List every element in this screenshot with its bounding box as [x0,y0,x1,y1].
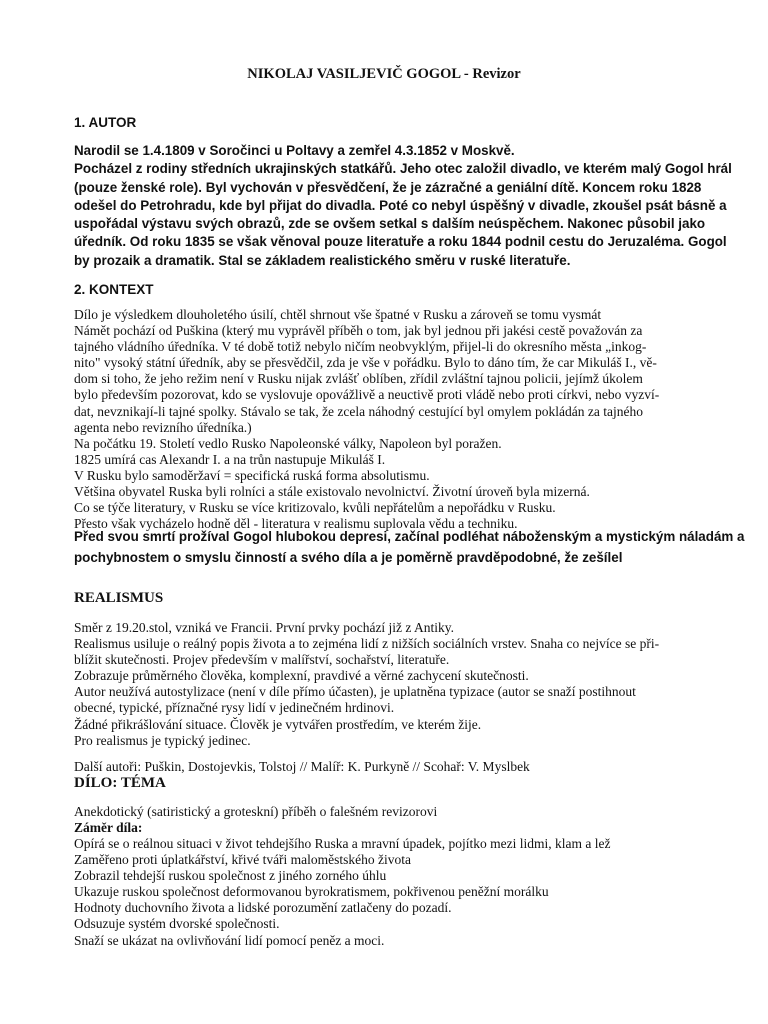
kontext-line: Co se týče literatury, v Rusku se více kritizovalo, kvůli nepřátelům a nepořádku v Rusku. [74,500,556,516]
autor-line: úředník. Od roku 1835 se však věnoval pouze literatuře a roku 1844 podnil cestu do Jeruzaléma. Gogol [74,234,727,250]
dilo-line: Opírá se o reálnou situaci v život tehdejšího Ruska a mravní úpadek, pojítko mezi lidmi, klam a lež [74,836,611,851]
kontext-line: agenta nebo revizního úředníka.) [74,419,252,435]
realismus-line: obecné, typické, příznačné rysy lidí v jedinečném hrdinovi. [74,700,395,716]
dilo-line: Zaměřeno proti úplatkářství, křivé tváři maloměstského života [74,852,412,868]
autor-line: (pouze ženské role). Byl vychován v přesvědčení, že je zázračné a geniální dítě. Koncem roku 1828 [74,179,702,195]
kontext-line: tajného vládního úředníka. V té době totiž nebylo ničím neobvyklým, přijel-li do okresního města „inkog- [74,339,647,355]
autor-paragraph [74,142,732,270]
realismus-line: Směr z 19.20.stol, vzniká ve Francii. První prvky pochází již z Antiky. [74,620,455,635]
kontext-line: Námět pochází od Puškina (který mu vyprávěl příběh o tom, jak byl jednou při jakési cestě považován za [74,323,643,339]
kontext-line: bylo především pozorovat, kdo se vyslovuje opovážlivě a neuctivě proti vládě nebo proti církvi, nebo vyzví- [74,387,660,403]
kontext-paragraph [74,307,724,532]
dilo-line: Odsuzuje systém dvorské společnosti. [74,916,280,932]
realismus-line: Realismus usiluje o reálný popis života a to zejména lidí z nižších sociálních vrstev. Snaha co nejvíce se při- [74,636,660,652]
heading-dilo-tema: DÍLO: TÉMA [74,775,166,791]
kontext-line: Přesto však vycházelo hodně děl - literatura v realismu suplovala vědu a techniku. [74,516,518,532]
kontext-bold-line: pochybnostem o smyslu činností a svého díla a je poměrně pravděpodobné, že zešílel [74,550,623,565]
kontext-line: Na počátku 19. Století vedlo Rusko Napoleonské války, Napoleon byl poražen. [74,435,502,451]
dilo-line: Hodnoty duchovního života a lidské porozumění zatlačeny do pozadí. [74,900,452,916]
zamer-heading: Záměr díla: [74,820,143,835]
heading-kontext: 2. KONTEXT [74,282,154,297]
kontext-line: Dílo je výsledkem dlouholetého úsilí, chtěl shrnout vše špatné v Rusku a zároveň se tomu vysmát [74,307,602,322]
dilo-line: Ukazuje ruskou společnost deformovanou byrokratismem, pokřivenou peněžní morálku [74,884,549,900]
autor-line: Narodil se 1.4.1809 v Soročinci u Poltavy a zemřel 4.3.1852 v Moskvě. [74,143,515,158]
realismus-paragraph [74,620,724,749]
kontext-line: 1825 umírá cas Alexandr I. a na trůn nastupuje Mikuláš I. [74,451,386,467]
realismus-line: Autor neužívá autostylizace (není v díle přímo účasten), je uplatněna typizace (autor se snaží postihnout [74,684,636,700]
dilo-line: Zobrazil tehdejší ruskou společnost z jiného zorného úhlu [74,868,387,884]
kontext-line: dom si toho, že jeho režim není v Rusku nijak zvlášť oblíben, zřídil zvláštní tajnou policii, jejímž úkolem [74,371,643,387]
kontext-line: V Rusku bylo samoděržaví = specifická ruská forma absolutismu. [74,467,430,483]
dilo-intro: Anekdotický (satiristický a groteskní) příběh o falešném revizorovi [74,804,438,819]
autor-line: uspořádal výstavu svých obrazů, zde se ovšem setkal s dalším neúspěchem. Nakonec působil jako [74,216,706,232]
realismus-line: Pro realismus je typický jedinec. [74,732,251,748]
autor-line: Pocházel z rodiny středních ukrajinských statkářů. Jeho otec založil divadlo, ve kterém malý Gogol hrál [74,161,732,177]
realismus-line: blížit skutečnosti. Projev především v malířství, sochařství, literatuře. [74,652,450,668]
kontext-bold-line: Před svou smrtí prožíval Gogol hlubokou depresi, začínal podléhat náboženským a mystickým náladám a [74,529,745,544]
autor-line: by prozaik a dramatik. Stal se základem realistického směru v ruské literatuře. [74,252,571,268]
dilo-line: Snaží se ukázat na ovlivňování lidí pomocí peněz a moci. [74,932,385,948]
kontext-line: dat, nevznikají-li tajné spolky. Stávalo se tak, že zcela náhodný cestující byl omylem pokládán za tajného [74,403,643,419]
heading-realismus: REALISMUS [74,590,164,606]
kontext-bold-paragraph [74,526,745,568]
document-title: NIKOLAJ VASILJEVIČ GOGOL - Revizor [247,66,521,82]
heading-autor: 1. AUTOR [74,115,137,130]
dilo-paragraph [74,836,724,949]
kontext-line: Většina obyvatel Ruska byli rolníci a stále existovalo nevolnictví. Životní úroveň byla mizerná. [74,484,590,500]
autor-line: odešel do Petrohradu, kde byl přijat do divadla. Poté co nebyl úspěšný v divadle, zkoušel psát básně a [74,197,727,213]
realismus-line: Zobrazuje průměrného člověka, komplexní, pravdivé a věrné zachycení skutečnosti. [74,668,529,684]
kontext-line: nito" vysoký státní úředník, aby se přesvědčil, zda je vše v pořádku. Bylo to dáno tím, že car Mikuláš I., vě- [74,355,657,371]
other-authors: Další autoři: Puškin, Dostojevkis, Tolstoj // Malíř: K. Purkyně // Scohař: V. Myslbek [74,759,530,774]
realismus-line: Žádné přikrášlování situace. Člověk je vytvářen prostředím, ve kterém žije. [74,716,482,732]
